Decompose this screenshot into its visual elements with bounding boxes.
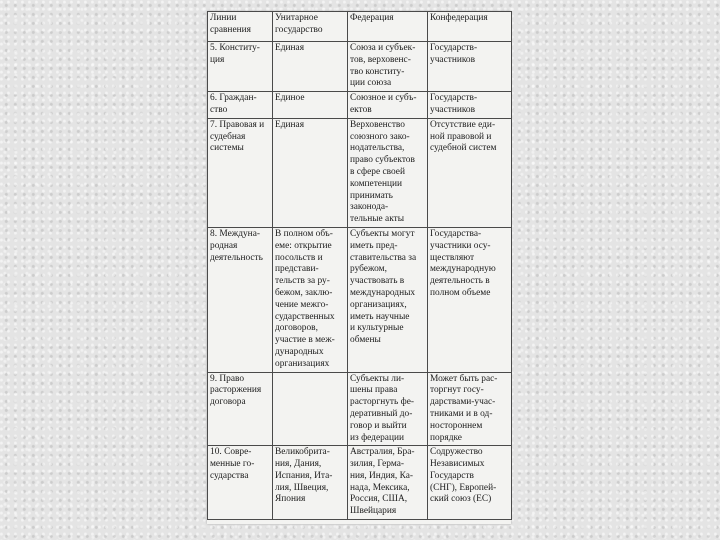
comparison-table bbox=[207, 11, 512, 520]
table-cell: Государств- участников bbox=[428, 42, 512, 92]
header-confederation: Конфедерация bbox=[428, 12, 512, 42]
table-header-row bbox=[208, 12, 512, 42]
row-label: 9. Право расторжения договора bbox=[208, 372, 273, 446]
header-unitary-state: Унитарное государство bbox=[273, 12, 348, 42]
table-cell: Субъекты ли- шены права расторгнуть фе- деративный до- говор и выйти из федерации bbox=[348, 372, 428, 446]
table-cell: Союзное и субъ- ектов bbox=[348, 92, 428, 119]
table-row bbox=[208, 118, 512, 227]
table-cell: Субъекты могут иметь пред- ставительства за рубежом, участвовать в международных организациях, иметь научные и культурные обмены bbox=[348, 227, 428, 372]
table-row bbox=[208, 42, 512, 92]
table-cell: Единая bbox=[273, 118, 348, 227]
table-cell: Содружество Независимых Государств (СНГ), Европей- ский союз (ЕС) bbox=[428, 446, 512, 520]
row-label: 10. Совре- менные го- сударства bbox=[208, 446, 273, 520]
table-row bbox=[208, 446, 512, 520]
row-label: 7. Правовая и судебная системы bbox=[208, 118, 273, 227]
row-label: 5. Конститу- ция bbox=[208, 42, 273, 92]
document-page bbox=[207, 11, 511, 524]
table-cell bbox=[273, 372, 348, 446]
table-cell: В полном объ- еме: открытие посольств и представи- тельств за ру- бежом, заклю- чение межго- сударственных договоров, участие в меж- дународных организациях bbox=[273, 227, 348, 372]
header-federation: Федерация bbox=[348, 12, 428, 42]
table-row bbox=[208, 227, 512, 372]
table-cell: Союза и субъек- тов, верховенс- тво конститу- ции союза bbox=[348, 42, 428, 92]
table-cell: Единое bbox=[273, 92, 348, 119]
table-cell: Государства- участники осу- ществляют международную деятельность в полном объеме bbox=[428, 227, 512, 372]
table-cell: Отсутствие еди- ной правовой и судебной систем bbox=[428, 118, 512, 227]
table-cell: Единая bbox=[273, 42, 348, 92]
table-cell: Великобрита- ния, Дания, Испания, Ита- лия, Швеция, Япония bbox=[273, 446, 348, 520]
table-cell: Государств- участников bbox=[428, 92, 512, 119]
table-row bbox=[208, 92, 512, 119]
table-row bbox=[208, 372, 512, 446]
header-comparison-lines: Линии сравнения bbox=[208, 12, 273, 42]
row-label: 6. Граждан- ство bbox=[208, 92, 273, 119]
table-cell: Австралия, Бра- зилия, Герма- ния, Индия, Ка- нада, Мексика, Россия, США, Швейцария bbox=[348, 446, 428, 520]
row-label: 8. Междуна- родная деятельность bbox=[208, 227, 273, 372]
table-cell: Может быть рас- торгнут госу- дарствами-учас- тниками и в од- ностороннем порядке bbox=[428, 372, 512, 446]
table-cell: Верховенство союзного зако- нодательства, право субъектов в сфере своей компетенции принимать законода- тельные акты bbox=[348, 118, 428, 227]
